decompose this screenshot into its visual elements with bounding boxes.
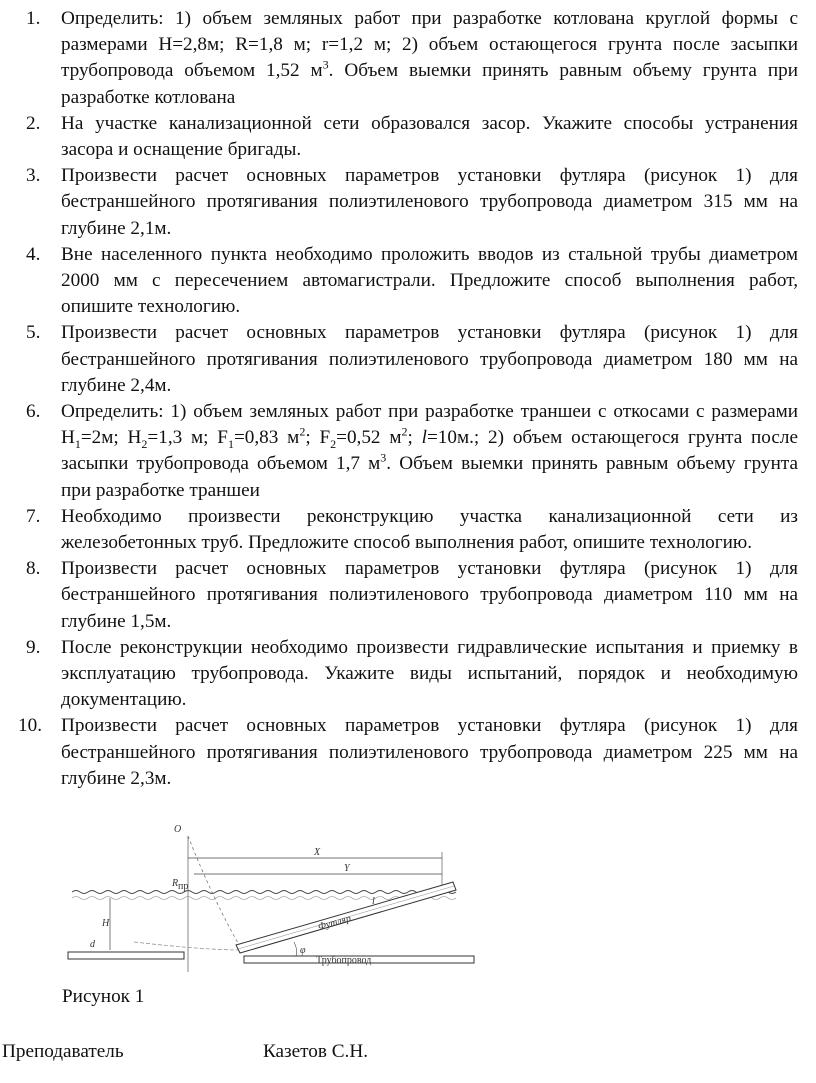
y-label: Y — [344, 863, 350, 874]
radius-label: R — [172, 878, 179, 889]
task-number: 4. — [26, 243, 41, 265]
task-text: ; — [407, 427, 422, 449]
italic-symbol: l — [421, 427, 427, 449]
task-item-7 — [0, 504, 816, 556]
subscript: 2 — [330, 437, 337, 452]
task-text: ; F — [305, 427, 331, 449]
task-item-6 — [0, 399, 816, 504]
figure-caption: Рисунок 1 — [62, 986, 145, 1007]
task-item-1 — [0, 6, 816, 111]
task-number: 10. — [18, 715, 42, 737]
angle-phi-label: φ — [300, 945, 306, 956]
task-text-cont: . Объем выемки принять равным объему грунта при разработке котлована — [61, 60, 798, 108]
subscript: 2 — [141, 437, 148, 452]
task-text: После реконструкции необходимо произвести гидравлические испытания и приемку в эксплуатацию трубопровода. Укажите виды испытаний, порядок и необходимую документацию. — [61, 636, 798, 711]
angle-arc — [294, 942, 297, 956]
casing-label: Футляр — [316, 913, 353, 933]
superscript: 3 — [380, 451, 387, 466]
superscript: 2 — [299, 424, 306, 439]
ground-surface-line — [72, 891, 456, 894]
task-text: Определить: 1) объем земляных работ при разработке траншеи с откосами с размерами Н — [61, 401, 798, 449]
task-text: . Объем выемки принять равным объему грунта при разработке траншеи — [61, 453, 798, 501]
task-item-5 — [0, 320, 816, 399]
task-number: 9. — [26, 636, 41, 658]
task-item-4 — [0, 242, 816, 321]
superscript: 3 — [322, 58, 329, 73]
radius-subscript: пр — [178, 881, 189, 892]
task-item-10 — [0, 713, 816, 792]
task-text: Произвести расчет основных параметров установки футляра (рисунок 1) для бестраншейного протягивания полиэтиленового трубопровода диаметром 315 мм на глубине 2,1м. — [61, 165, 798, 239]
x-label: X — [314, 847, 321, 858]
pipe-casing-diagram — [64, 822, 484, 974]
task-text: Определить: 1) объем земляных работ при разработке котлована круглой формы с размерами Н=2,8м; R=1,8 м; r=1,2 м; 2) объем остающегося грунта после засыпки трубопровода объемом 1,52 м — [61, 8, 798, 82]
task-number: 1. — [26, 8, 41, 29]
task-text: На участке канализационной сети образовался засор. Укажите способы устранения засора и оснащение бригады. — [61, 112, 798, 161]
task-text: =10м.; 2) объем остающегося грунта после засыпки трубопровода объемом 1,7 м — [61, 427, 798, 475]
task-number: 8. — [26, 558, 41, 580]
pipeline-label: Трубопровод — [316, 955, 372, 966]
task-text: =2м; Н — [80, 427, 142, 449]
diameter-d-label: d — [90, 939, 95, 950]
subscript: 1 — [227, 437, 234, 452]
task-number: 5. — [26, 322, 41, 344]
teacher-name: Казетов С.Н. — [263, 1041, 368, 1062]
subscript: 1 — [74, 437, 81, 452]
task-text: Произвести расчет основных параметров установки футляра (рисунок 1) для бестраншейного протягивания полиэтиленового трубопровода диаметром 180 мм на глубине 2,4м. — [61, 322, 798, 396]
superscript: 2 — [401, 424, 408, 439]
task-item-8 — [0, 556, 816, 635]
task-number: 7. — [26, 505, 41, 527]
origin-label: O — [174, 824, 182, 835]
task-text: Вне населенного пункта необходимо проложить вводов из стальной трубы диаметром 2000 мм с пересечением автомагистрали. Предложите способ выполнения работ, опишите технологию. — [61, 243, 798, 318]
task-item-3 — [0, 163, 816, 242]
task-list — [0, 6, 816, 792]
task-number: 2. — [26, 112, 41, 134]
task-text: =0,83 м — [233, 427, 300, 449]
task-item-9 — [0, 635, 816, 714]
task-text: =1,3 м; F — [147, 427, 228, 449]
task-item-2 — [0, 111, 816, 163]
teacher-role: Преподаватель — [2, 1041, 124, 1062]
length-l-label: l — [372, 896, 375, 907]
task-text: Произвести расчет основных параметров установки футляра (рисунок 1) для бестраншейного протягивания полиэтиленового трубопровода диаметром 225 мм на глубине 2,3м. — [61, 715, 798, 789]
task-text: Необходимо произвести реконструкцию участка канализационной сети из железобетонных труб. Предложите способ выполнения работ, опишите технологию. — [61, 505, 798, 554]
task-text: Произвести расчет основных параметров установки футляра (рисунок 1) для бестраншейного протягивания полиэтиленового трубопровода диаметром 110 мм на глубине 1,5м. — [61, 558, 798, 632]
task-number: 3. — [26, 165, 41, 187]
depth-h-label: H — [102, 918, 110, 929]
task-number: 6. — [26, 401, 41, 423]
pipeline-left — [68, 952, 184, 959]
task-text: =0,52 м — [336, 427, 402, 449]
